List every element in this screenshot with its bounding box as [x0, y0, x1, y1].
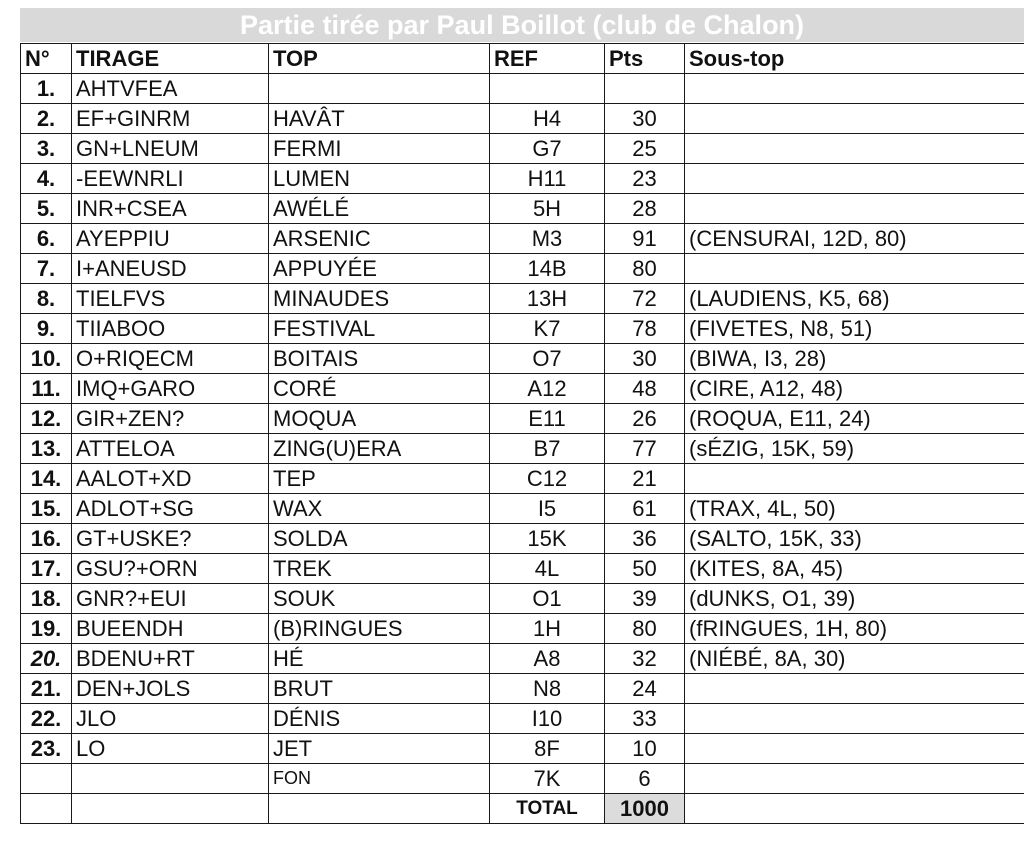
cell-pts: 91 [605, 224, 685, 254]
cell-pts: 77 [605, 434, 685, 464]
cell-top: JET [269, 734, 490, 764]
cell-tirage: EF+GINRM [72, 104, 269, 134]
cell-top: BRUT [269, 674, 490, 704]
cell-top: FERMI [269, 134, 490, 164]
header-pts: Pts [605, 44, 685, 74]
cell-sous-top: (dUNKS, O1, 39) [685, 584, 1024, 614]
cell-num: 19. [21, 614, 72, 644]
cell-num: 7. [21, 254, 72, 284]
cell-pts: 80 [605, 254, 685, 284]
cell-num: 4. [21, 164, 72, 194]
table-row [21, 464, 1024, 494]
cell-sous-top: (TRAX, 4L, 50) [685, 494, 1024, 524]
cell-num: 9. [21, 314, 72, 344]
cell-tirage: GT+USKE? [72, 524, 269, 554]
total-value: 1000 [605, 794, 685, 824]
cell-tirage [72, 764, 269, 794]
cell-tirage: O+RIQECM [72, 344, 269, 374]
cell-tirage: IMQ+GARO [72, 374, 269, 404]
table-row [21, 674, 1024, 704]
cell-ref: I5 [490, 494, 605, 524]
cell-top: HÉ [269, 644, 490, 674]
cell-pts: 50 [605, 554, 685, 584]
cell-pts: 6 [605, 764, 685, 794]
cell-top: HAVÂT [269, 104, 490, 134]
cell-ref: 4L [490, 554, 605, 584]
cell-pts: 24 [605, 674, 685, 704]
cell-tirage: GNR?+EUI [72, 584, 269, 614]
cell-top: ARSENIC [269, 224, 490, 254]
cell-num: 10. [21, 344, 72, 374]
cell-num: 13. [21, 434, 72, 464]
cell-ref: 1H [490, 614, 605, 644]
total-row [21, 794, 1024, 824]
cell-sous-top [685, 74, 1024, 104]
cell-ref: B7 [490, 434, 605, 464]
cell-pts: 48 [605, 374, 685, 404]
cell-ref: K7 [490, 314, 605, 344]
cell-pts: 39 [605, 584, 685, 614]
header-row [21, 44, 1024, 74]
table-row [21, 644, 1024, 674]
cell-sous-top: (ROQUA, E11, 24) [685, 404, 1024, 434]
cell-tirage: I+ANEUSD [72, 254, 269, 284]
cell-ref: E11 [490, 404, 605, 434]
table-row [21, 284, 1024, 314]
cell-top: TREK [269, 554, 490, 584]
cell-sous-top [685, 194, 1024, 224]
table-row [21, 134, 1024, 164]
cell-sous-top [685, 134, 1024, 164]
page-title: Partie tirée par Paul Boillot (club de Chalon) [20, 8, 1024, 42]
table-row [21, 224, 1024, 254]
cell-top: SOLDA [269, 524, 490, 554]
header-tirage: TIRAGE [72, 44, 269, 74]
cell-sous-top: (LAUDIENS, K5, 68) [685, 284, 1024, 314]
cell-tirage: DEN+JOLS [72, 674, 269, 704]
header-top: TOP [269, 44, 490, 74]
cell-top: MINAUDES [269, 284, 490, 314]
cell-pts: 30 [605, 344, 685, 374]
cell-num: 8. [21, 284, 72, 314]
cell-sous-top [685, 674, 1024, 704]
cell-tirage: -EEWNRLI [72, 164, 269, 194]
table-row [21, 374, 1024, 404]
cell-num: 20. [21, 644, 72, 674]
cell-top: LUMEN [269, 164, 490, 194]
cell-top: FESTIVAL [269, 314, 490, 344]
cell-tirage: ADLOT+SG [72, 494, 269, 524]
cell-sous-top: (SALTO, 15K, 33) [685, 524, 1024, 554]
cell-ref: I10 [490, 704, 605, 734]
table-row [21, 104, 1024, 134]
cell-ref: 7K [490, 764, 605, 794]
cell-ref: M3 [490, 224, 605, 254]
table-row [21, 734, 1024, 764]
cell-sous-top: (fRINGUES, 1H, 80) [685, 614, 1024, 644]
cell-ref: O1 [490, 584, 605, 614]
header-num: N° [21, 44, 72, 74]
cell-ref [490, 74, 605, 104]
cell-sous-top: (BIWA, I3, 28) [685, 344, 1024, 374]
cell-num: 18. [21, 584, 72, 614]
table-row [21, 494, 1024, 524]
table-row [21, 524, 1024, 554]
cell-pts: 21 [605, 464, 685, 494]
cell-ref: H11 [490, 164, 605, 194]
header-ref: REF [490, 44, 605, 74]
cell-num: 11. [21, 374, 72, 404]
cell-tirage: TIELFVS [72, 284, 269, 314]
cell-pts: 10 [605, 734, 685, 764]
cell-sous-top: (NIÉBÉ, 8A, 30) [685, 644, 1024, 674]
cell-tirage: TIIABOO [72, 314, 269, 344]
cell-num: 21. [21, 674, 72, 704]
cell-pts: 61 [605, 494, 685, 524]
cell-num: 6. [21, 224, 72, 254]
cell-pts: 25 [605, 134, 685, 164]
cell-top: SOUK [269, 584, 490, 614]
cell-tirage: AYEPPIU [72, 224, 269, 254]
cell-sous-top: (FIVETES, N8, 51) [685, 314, 1024, 344]
cell-top: MOQUA [269, 404, 490, 434]
cell-ref: H4 [490, 104, 605, 134]
cell-top [269, 794, 490, 824]
cell-pts: 36 [605, 524, 685, 554]
cell-top: DÉNIS [269, 704, 490, 734]
cell-ref: O7 [490, 344, 605, 374]
cell-pts: 32 [605, 644, 685, 674]
cell-num: 1. [21, 74, 72, 104]
cell-pts: 26 [605, 404, 685, 434]
cell-num: 15. [21, 494, 72, 524]
cell-num: 22. [21, 704, 72, 734]
cell-ref: N8 [490, 674, 605, 704]
cell-ref: 8F [490, 734, 605, 764]
cell-sous-top [685, 254, 1024, 284]
cell-sous-top [685, 464, 1024, 494]
cell-sous-top [685, 164, 1024, 194]
cell-sous-top [685, 764, 1024, 794]
table-row [21, 584, 1024, 614]
table-row [21, 404, 1024, 434]
cell-top: (B)RINGUES [269, 614, 490, 644]
cell-num: 14. [21, 464, 72, 494]
table-row [21, 434, 1024, 464]
cell-sous-top: (CENSURAI, 12D, 80) [685, 224, 1024, 254]
results-table [20, 43, 1024, 824]
cell-top: TEP [269, 464, 490, 494]
cell-sous-top [685, 104, 1024, 134]
cell-top: BOITAIS [269, 344, 490, 374]
cell-num: 3. [21, 134, 72, 164]
table-row [21, 164, 1024, 194]
cell-sous-top: (KITES, 8A, 45) [685, 554, 1024, 584]
cell-tirage: GIR+ZEN? [72, 404, 269, 434]
cell-ref: A12 [490, 374, 605, 404]
cell-pts: 72 [605, 284, 685, 314]
cell-num: 17. [21, 554, 72, 584]
cell-tirage: LO [72, 734, 269, 764]
table-row [21, 194, 1024, 224]
table-row [21, 314, 1024, 344]
cell-tirage: BUEENDH [72, 614, 269, 644]
total-label: TOTAL [490, 794, 605, 824]
table-row [21, 764, 1024, 794]
cell-top: ZING(U)ERA [269, 434, 490, 464]
cell-top [269, 74, 490, 104]
cell-pts: 28 [605, 194, 685, 224]
cell-tirage: ATTELOA [72, 434, 269, 464]
cell-tirage: JLO [72, 704, 269, 734]
cell-ref: C12 [490, 464, 605, 494]
table-row [21, 344, 1024, 374]
cell-pts: 33 [605, 704, 685, 734]
cell-ref: 5H [490, 194, 605, 224]
cell-sous-top [685, 704, 1024, 734]
cell-tirage: AHTVFEA [72, 74, 269, 104]
cell-tirage: AALOT+XD [72, 464, 269, 494]
cell-pts [605, 74, 685, 104]
cell-num: 5. [21, 194, 72, 224]
cell-tirage: GSU?+ORN [72, 554, 269, 584]
cell-top: AWÉLÉ [269, 194, 490, 224]
cell-top: WAX [269, 494, 490, 524]
cell-sous-top [685, 734, 1024, 764]
cell-pts: 23 [605, 164, 685, 194]
cell-ref: 13H [490, 284, 605, 314]
table-row [21, 614, 1024, 644]
cell-pts: 78 [605, 314, 685, 344]
cell-sous-top: (CIRE, A12, 48) [685, 374, 1024, 404]
cell-ref: A8 [490, 644, 605, 674]
table-row [21, 254, 1024, 284]
cell-pts: 30 [605, 104, 685, 134]
cell-tirage: BDENU+RT [72, 644, 269, 674]
cell-tirage [72, 794, 269, 824]
cell-sous-top: (sÉZIG, 15K, 59) [685, 434, 1024, 464]
cell-num [21, 794, 72, 824]
cell-num [21, 764, 72, 794]
cell-top: CORÉ [269, 374, 490, 404]
cell-tirage: INR+CSEA [72, 194, 269, 224]
cell-num: 2. [21, 104, 72, 134]
cell-ref: G7 [490, 134, 605, 164]
cell-num: 16. [21, 524, 72, 554]
table-row [21, 704, 1024, 734]
cell-num: 12. [21, 404, 72, 434]
cell-pts: 80 [605, 614, 685, 644]
header-sous-top: Sous-top [685, 44, 1024, 74]
cell-ref: 15K [490, 524, 605, 554]
cell-top: FON [269, 764, 490, 794]
table-row [21, 554, 1024, 584]
cell-tirage: GN+LNEUM [72, 134, 269, 164]
table-row [21, 74, 1024, 104]
cell-ref: 14B [490, 254, 605, 284]
cell-top: APPUYÉE [269, 254, 490, 284]
cell-sous-top [685, 794, 1024, 824]
cell-num: 23. [21, 734, 72, 764]
